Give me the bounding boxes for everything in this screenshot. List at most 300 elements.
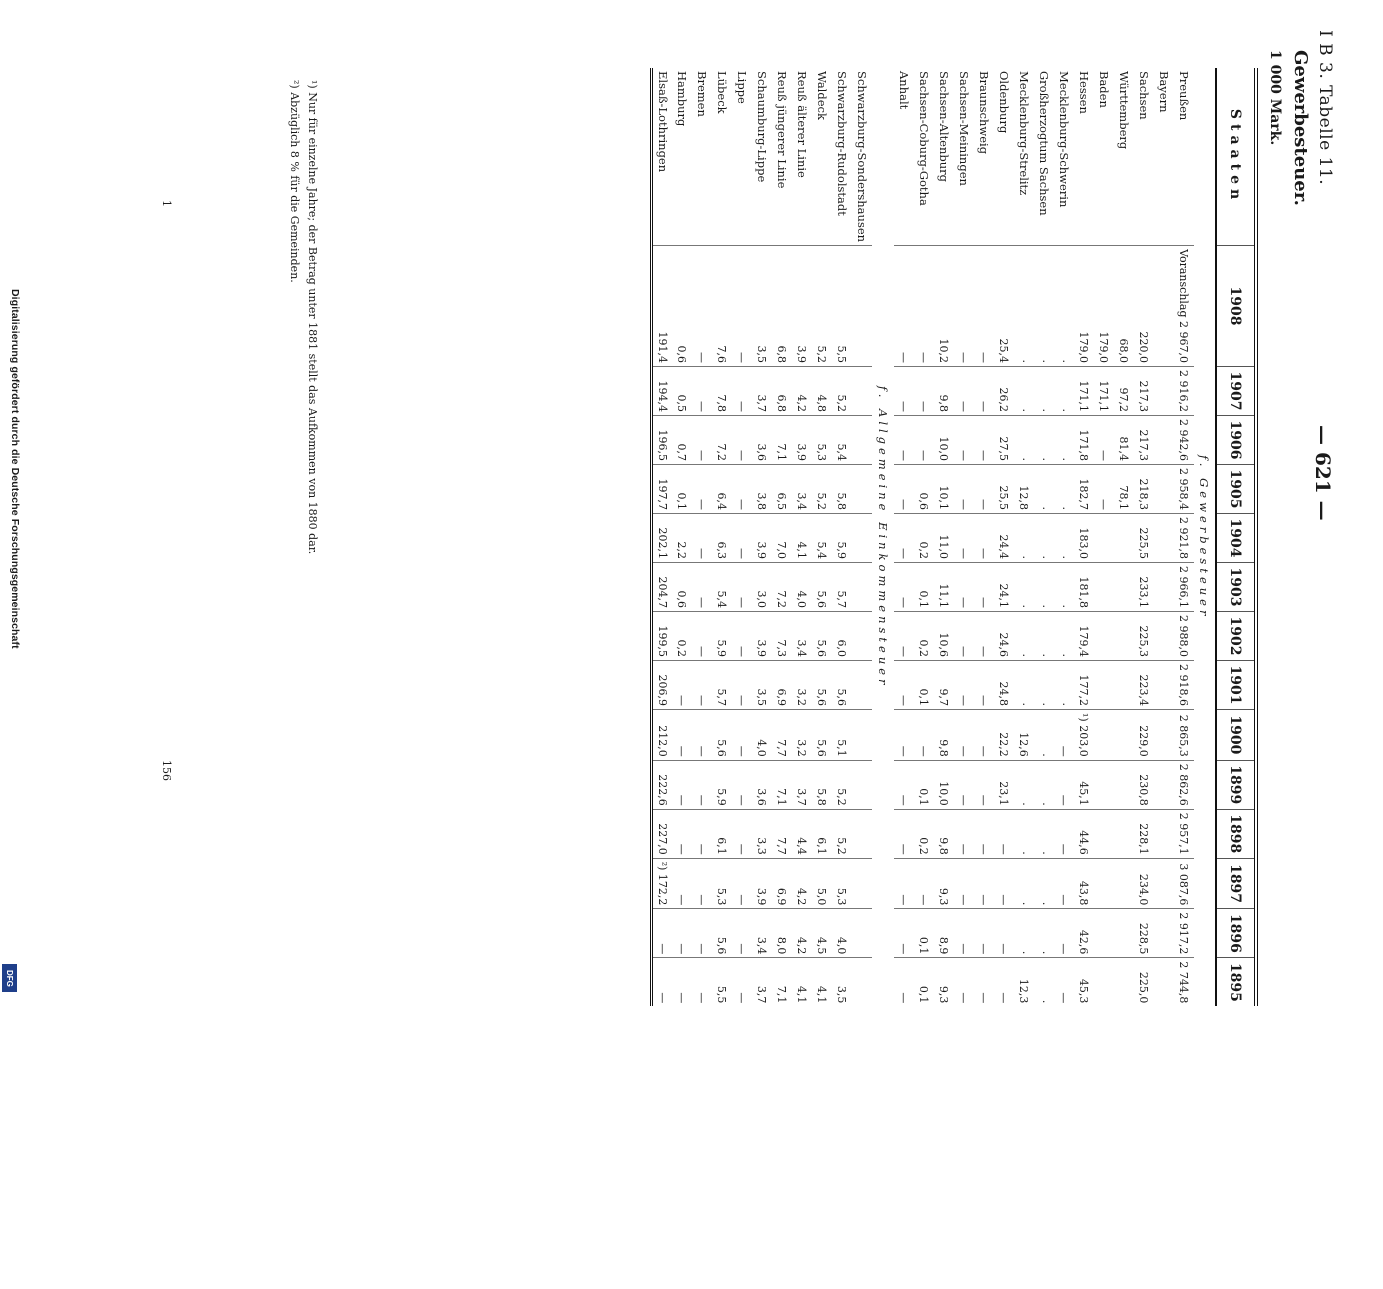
value-cell: 12,8 [1014,465,1034,514]
value-cell: 10,0 [934,416,954,465]
value-cell: 5,3 [712,858,732,909]
value-cell: 4,4 [792,809,812,858]
value-cell: 10,0 [934,760,954,809]
value-cell: 68,0 [1114,246,1134,367]
value-cell: — [672,710,692,761]
table-row [672,68,692,1006]
value-cell: 5,2 [832,809,852,858]
value-cell: — [894,514,914,563]
value-cell: · [1034,661,1054,710]
value-cell: 3,7 [752,367,772,416]
value-cell: 6,3 [712,514,732,563]
value-cell [1114,958,1134,1007]
value-cell: 97,2 [1114,367,1134,416]
header-year: 1908 [1216,246,1256,367]
value-cell: 2 862,6 [1174,760,1194,809]
value-cell: — [692,514,712,563]
value-cell: 4,0 [792,563,812,612]
value-cell: 27,5 [994,416,1014,465]
value-cell: 3,4 [792,465,812,514]
value-cell: 7,1 [772,760,792,809]
value-cell: — [974,958,994,1007]
value-cell: 3,9 [752,612,772,661]
value-cell: 3,6 [752,760,772,809]
value-cell: 9,3 [934,958,954,1007]
header-year: 1903 [1216,563,1256,612]
value-cell: — [732,958,752,1007]
header-year: 1899 [1216,760,1256,809]
value-cell: — [954,367,974,416]
value-cell: 0,1 [914,760,934,809]
table-row [894,68,914,1006]
value-cell: · [1034,958,1054,1007]
value-cell: — [732,465,752,514]
state-name: Preußen [1177,71,1191,121]
value-cell: 171,1 [1094,367,1114,416]
table-row [1074,68,1094,1006]
header-year: 1906 [1216,416,1256,465]
value-cell: — [954,809,974,858]
value-cell: 217,3 [1134,367,1154,416]
value-cell: 7,7 [772,809,792,858]
value-cell: · [1054,367,1074,416]
value-cell [852,416,872,465]
value-cell [1154,246,1174,367]
value-cell: — [692,416,712,465]
value-cell: — [732,563,752,612]
value-cell [1154,661,1174,710]
value-cell: 228,5 [1134,909,1154,958]
value-cell [1154,416,1174,465]
state-name: Sachsen [1137,71,1151,120]
value-cell: 181,8 [1074,563,1094,612]
header-year: 1905 [1216,465,1256,514]
value-cell: 5,0 [812,858,832,909]
value-cell: — [994,858,1014,909]
value-cell: — [732,661,752,710]
value-cell [1094,809,1114,858]
value-cell: 25,4 [994,246,1014,367]
value-cell: — [914,367,934,416]
value-cell: 227,0 [652,809,672,858]
value-cell: — [692,858,712,909]
value-cell: 7,3 [772,612,792,661]
value-cell: 3,9 [752,858,772,909]
table-row [832,68,852,1006]
header-year: 1901 [1216,661,1256,710]
header-year: 1897 [1216,858,1256,909]
value-cell: 179,0 [1094,246,1114,367]
value-cell: 4,1 [812,958,832,1007]
value-cell: · [1034,563,1054,612]
value-cell: — [894,246,914,367]
value-cell: 25,5 [994,465,1014,514]
value-cell: 179,4 [1074,612,1094,661]
value-cell: — [954,416,974,465]
table-row [1054,68,1074,1006]
value-cell: — [994,909,1014,958]
value-cell: 0,2 [914,809,934,858]
value-cell: 2 917,2 [1174,909,1194,958]
state-name: Mecklenburg-Schwerin [1057,71,1071,208]
value-cell: 7,7 [772,710,792,761]
state-name: Sachsen-Meiningen [957,71,971,186]
value-cell: 182,7 [1074,465,1094,514]
value-cell: 24,6 [994,612,1014,661]
state-name: Mecklenburg-Strelitz [1017,71,1031,196]
value-cell: · [1054,514,1074,563]
value-cell: 225,0 [1134,958,1154,1007]
value-cell: — [974,858,994,909]
value-cell: 171,8 [1074,416,1094,465]
header-year: 1902 [1216,612,1256,661]
table-row [1134,68,1154,1006]
value-cell [1094,760,1114,809]
state-name: Schwarzburg-Sondershausen [855,71,869,243]
value-cell: 5,8 [812,760,832,809]
value-cell: 230,8 [1134,760,1154,809]
value-cell: 228,1 [1134,809,1154,858]
value-cell: 3,2 [792,661,812,710]
value-cell: — [1054,909,1074,958]
value-cell: 8,0 [772,909,792,958]
value-cell: 225,5 [1134,514,1154,563]
value-cell: 5,8 [832,465,852,514]
value-cell: 12,6 [1014,710,1034,761]
table-header-row [1216,68,1256,1006]
value-cell: — [732,710,752,761]
value-cell: 2 958,4 [1174,465,1194,514]
value-cell: — [894,563,914,612]
table-row [994,68,1014,1006]
value-cell: 233,1 [1134,563,1154,612]
value-cell: 2 966,1 [1174,563,1194,612]
value-cell: · [1014,563,1034,612]
value-cell: 42,6 [1074,909,1094,958]
value-cell: — [1054,710,1074,761]
value-cell: — [894,612,914,661]
value-cell: · [1054,246,1074,367]
state-name: Sachsen-Coburg-Gotha [917,71,931,206]
value-cell [1154,465,1174,514]
value-cell: · [1014,416,1034,465]
table-row [1014,68,1034,1006]
value-cell: 0,1 [914,563,934,612]
tax-table [651,68,1259,1006]
value-cell: 5,9 [712,760,732,809]
table-row [914,68,934,1006]
value-cell: · [1014,612,1034,661]
value-cell: 0,6 [672,563,692,612]
value-cell: — [692,809,712,858]
state-name: Anhalt [897,71,911,110]
state-name: Lippe [735,71,749,104]
value-cell: 6,9 [772,661,792,710]
value-cell: 7,1 [772,416,792,465]
value-cell [852,958,872,1007]
value-cell: 217,3 [1134,416,1154,465]
value-cell: — [974,612,994,661]
value-cell [1094,909,1114,958]
value-cell: 2 921,8 [1174,514,1194,563]
value-cell: 202,1 [652,514,672,563]
table-row [732,68,752,1006]
section-title: f. Allgemeine Einkommensteuer [876,385,890,689]
value-cell: 2 916,2 [1174,367,1194,416]
value-cell: — [692,909,712,958]
value-cell: — [914,246,934,367]
value-cell: 0,1 [914,958,934,1007]
state-name: Waldeck [815,71,829,120]
value-cell: 5,2 [812,246,832,367]
state-name: Reuß älterer Linie [795,71,809,178]
value-cell: 4,1 [792,514,812,563]
value-cell: · [1034,246,1054,367]
value-cell: — [692,367,712,416]
value-cell: 3,5 [752,661,772,710]
value-cell [1154,909,1174,958]
value-cell: 3,9 [792,246,812,367]
value-cell [1154,858,1174,909]
value-cell: — [974,246,994,367]
table-row [1034,68,1054,1006]
table-row [812,68,832,1006]
value-cell: — [672,809,692,858]
value-cell: 45,3 [1074,958,1094,1007]
value-cell [852,514,872,563]
value-cell: 23,1 [994,760,1014,809]
footnote: ²) Abzüglich 8 % für die Gemeinden. [288,80,301,283]
value-cell: — [974,563,994,612]
value-cell: 5,9 [832,514,852,563]
value-cell [1114,760,1134,809]
state-name: Schwarzburg-Rudolstadt [835,71,849,216]
value-cell: 3,6 [752,416,772,465]
value-cell: — [732,246,752,367]
value-cell [1154,760,1174,809]
value-cell: — [954,465,974,514]
value-cell: 24,1 [994,563,1014,612]
value-cell [852,809,872,858]
value-cell: — [1054,858,1074,909]
value-cell [1114,661,1134,710]
page-number: — 621 — [1311,425,1335,521]
value-cell: — [894,809,914,858]
value-cell: — [732,367,752,416]
value-cell: 10,6 [934,612,954,661]
table-row [1174,68,1194,1006]
value-cell: 191,4 [652,246,672,367]
value-cell: 199,5 [652,612,672,661]
value-cell: 2,2 [672,514,692,563]
value-cell: · [1034,760,1054,809]
value-cell: — [974,710,994,761]
value-cell [852,858,872,909]
value-cell: — [1094,416,1114,465]
value-cell: — [894,416,914,465]
value-cell: 10,2 [934,246,954,367]
value-cell: — [692,246,712,367]
state-name: Lübeck [715,71,729,114]
value-cell: · [1014,367,1034,416]
value-cell: 0,2 [914,612,934,661]
value-cell: 177,2 [1074,661,1094,710]
value-cell: 5,6 [832,661,852,710]
value-cell [1094,858,1114,909]
value-cell: — [894,661,914,710]
value-cell: 9,8 [934,367,954,416]
value-cell: 4,2 [792,858,812,909]
value-cell: — [732,809,752,858]
value-cell: 6,5 [772,465,792,514]
value-cell [1114,710,1134,761]
value-cell: — [672,909,692,958]
table-row [852,68,872,1006]
value-cell: — [954,858,974,909]
value-cell: 11,1 [934,563,954,612]
value-cell [1094,958,1114,1007]
value-cell: — [974,661,994,710]
value-cell: 10,1 [934,465,954,514]
value-cell: 196,5 [652,416,672,465]
value-cell [1114,909,1134,958]
value-cell: 3,8 [752,465,772,514]
section-title: f. Gewerbesteuer [1197,454,1212,620]
value-cell [1114,563,1134,612]
value-cell: — [954,661,974,710]
value-cell: 4,0 [832,909,852,958]
state-name: Großherzogtum Sachsen [1037,71,1051,216]
value-cell: — [954,612,974,661]
value-cell: — [894,465,914,514]
value-cell: 5,9 [712,612,732,661]
value-cell [1154,563,1174,612]
value-cell: 4,2 [792,367,812,416]
value-cell: · [1054,612,1074,661]
header-year: 1895 [1216,958,1256,1007]
value-cell: 0,1 [914,909,934,958]
table-row [954,68,974,1006]
value-cell: · [1034,514,1054,563]
value-cell: 24,8 [994,661,1014,710]
table-reference: I B 3. Tabelle 11. [1315,30,1335,186]
state-name: Braunschweig [977,71,991,155]
value-cell: · [1054,563,1074,612]
value-cell: — [954,246,974,367]
section-row [1194,68,1216,1006]
value-cell: — [732,514,752,563]
value-cell: — [692,465,712,514]
state-name: Bayern [1157,71,1171,113]
value-cell [1114,514,1134,563]
value-cell: — [974,367,994,416]
footer-left: 1 [160,200,173,207]
value-cell: 3,7 [792,760,812,809]
value-cell: 9,8 [934,809,954,858]
state-name: Bremen [695,71,709,117]
value-cell: — [672,958,692,1007]
value-cell: · [1034,367,1054,416]
value-cell: 5,3 [832,858,852,909]
value-cell: — [974,514,994,563]
value-cell: 223,4 [1134,661,1154,710]
value-cell [1154,710,1174,761]
value-cell: 7,6 [712,246,732,367]
value-cell: 9,8 [934,710,954,761]
value-cell: — [652,958,672,1007]
value-cell: 5,6 [812,710,832,761]
state-name: Oldenburg [997,71,1011,134]
value-cell: 4,8 [812,367,832,416]
value-cell: — [894,760,914,809]
value-cell: — [894,958,914,1007]
value-cell: 2 942,6 [1174,416,1194,465]
value-cell: 234,0 [1134,858,1154,909]
value-cell: — [732,612,752,661]
value-cell: · [1034,612,1054,661]
value-cell: 3,4 [752,909,772,958]
value-cell [1094,710,1114,761]
value-cell: 0,6 [672,246,692,367]
value-cell: 2 918,6 [1174,661,1194,710]
value-cell: 24,4 [994,514,1014,563]
value-cell [1094,612,1114,661]
value-cell: 3 087,6 [1174,858,1194,909]
value-cell: 0,5 [672,367,692,416]
value-cell: 0,7 [672,416,692,465]
table-body [652,68,1216,1006]
value-cell: 3,2 [792,710,812,761]
value-cell: — [994,809,1014,858]
value-cell: — [692,760,712,809]
value-cell: 206,9 [652,661,672,710]
header-year: 1904 [1216,514,1256,563]
value-cell: · [1014,661,1034,710]
value-cell: · [1014,809,1034,858]
state-name: Sachsen-Altenburg [937,71,951,183]
state-name: Hessen [1077,71,1091,114]
value-cell [1114,858,1134,909]
value-cell: — [974,465,994,514]
value-cell: — [692,958,712,1007]
table-row [772,68,792,1006]
value-cell: 5,4 [832,416,852,465]
value-cell [1154,809,1174,858]
value-cell: 8,9 [934,909,954,958]
footer-page-ref: 156 [160,760,173,781]
value-cell: — [692,612,712,661]
value-cell: 2 744,8 [1174,958,1194,1007]
value-cell: · [1034,909,1054,958]
value-cell: 183,0 [1074,514,1094,563]
table-row [652,68,672,1006]
value-cell [1154,367,1174,416]
value-cell: — [914,858,934,909]
value-cell: · [1014,246,1034,367]
value-cell [1094,514,1114,563]
value-cell: 7,2 [712,416,732,465]
value-cell: ²) 172,2 [652,858,672,909]
value-cell: 7,2 [772,563,792,612]
value-cell: 5,4 [812,514,832,563]
value-cell: — [954,909,974,958]
value-cell: — [672,858,692,909]
state-name: Reuß jüngerer Linie [775,71,789,189]
value-cell: Voranschlag 2 967,0 [1174,246,1194,367]
value-cell: — [954,760,974,809]
value-cell: 225,3 [1134,612,1154,661]
table-row [1114,68,1134,1006]
